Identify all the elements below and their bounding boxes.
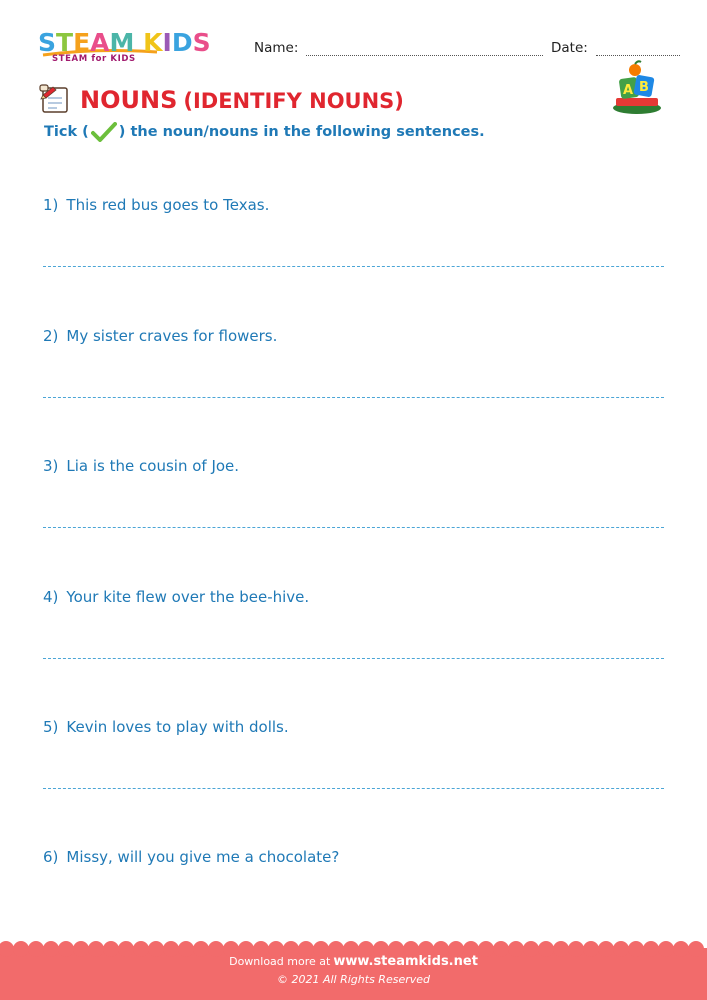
instruction — [44, 122, 485, 142]
answer-line[interactable] — [43, 397, 664, 398]
name-label: Name: — [254, 40, 299, 56]
sentence-number: 3) — [43, 457, 59, 475]
instruction-suffix: ) the noun/nouns in the following sentences. — [118, 124, 485, 140]
logo-subtitle: STEAM for KIDS — [52, 54, 136, 64]
answer-line[interactable] — [43, 658, 664, 659]
answer-line[interactable] — [43, 266, 664, 267]
sentence-item — [43, 327, 277, 345]
name-field[interactable] — [254, 40, 543, 56]
sentence-number: 1) — [43, 196, 59, 214]
steam-kids-logo — [37, 28, 237, 70]
footer — [0, 940, 707, 1000]
sentence-item — [43, 196, 269, 214]
footer-site-link[interactable]: www.steamkids.net — [333, 954, 478, 969]
sentence-text: Your kite flew over the bee-hive. — [66, 588, 310, 606]
answer-line[interactable] — [43, 527, 664, 528]
sentence-text: Kevin loves to play with dolls. — [66, 718, 289, 736]
sentence-text: Missy, will you give me a chocolate? — [66, 848, 340, 866]
date-blank[interactable] — [596, 43, 680, 56]
footer-download-text: Download more at — [229, 955, 331, 968]
scroll-pencil-icon — [37, 82, 73, 116]
sentence-text: My sister craves for flowers. — [66, 327, 278, 345]
sentence-item — [43, 718, 289, 736]
svg-text:B: B — [639, 80, 649, 95]
sentence-item — [43, 848, 339, 866]
sentence-number: 2) — [43, 327, 59, 345]
sentence-text: Lia is the cousin of Joe. — [66, 457, 240, 475]
instruction-prefix: Tick ( — [44, 124, 89, 140]
title-subtitle: (IDENTIFY NOUNS) — [183, 89, 404, 113]
title-main: NOUNS — [80, 86, 178, 114]
footer-scalloped-band — [0, 940, 707, 1000]
sentence-number: 4) — [43, 588, 59, 606]
svg-text:A: A — [623, 83, 634, 98]
sentence-number: 6) — [43, 848, 59, 866]
footer-download — [0, 954, 707, 969]
footer-copyright: © 2021 All Rights Reserved — [276, 973, 430, 986]
logo-text: STEAM KIDS — [38, 28, 211, 57]
answer-line[interactable] — [43, 788, 664, 789]
sentence-text: This red bus goes to Texas. — [66, 196, 270, 214]
date-label: Date: — [551, 40, 588, 56]
abc-book-icon — [608, 60, 666, 118]
checkmark-icon — [91, 122, 117, 142]
sentence-item — [43, 457, 239, 475]
worksheet-title — [80, 86, 404, 114]
sentence-number: 5) — [43, 718, 59, 736]
name-blank[interactable] — [306, 43, 543, 56]
sentence-item — [43, 588, 309, 606]
date-field[interactable] — [551, 40, 680, 56]
